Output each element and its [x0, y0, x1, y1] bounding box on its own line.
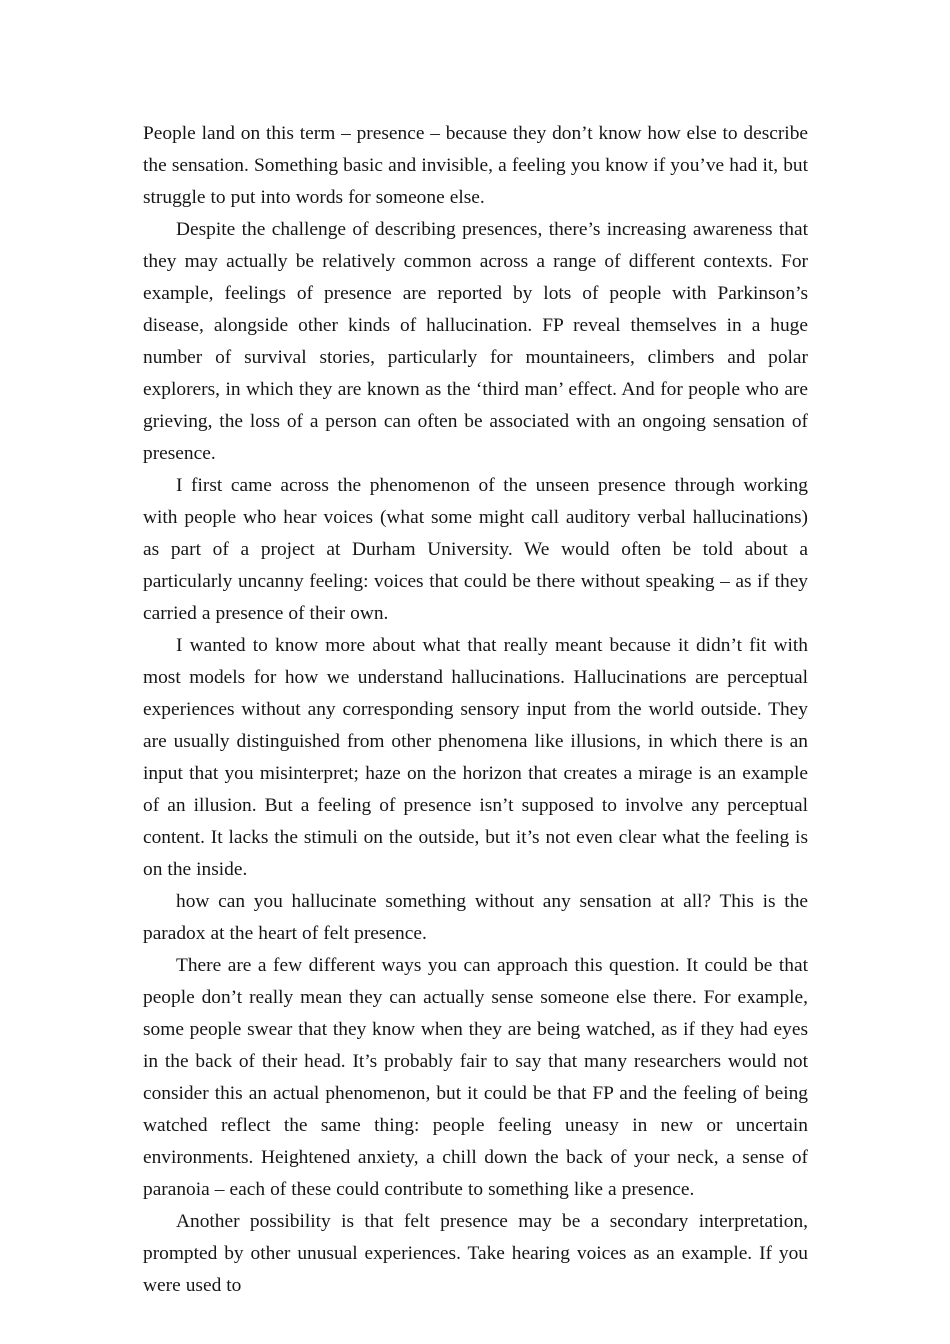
- paragraph-4: I wanted to know more about what that really meant because it didn’t fit with most models for how we understand hallucinations. Hallucinations are perceptual experiences without any corresponding sensory input from the world outside. They are usually distinguished from other phenomena like illusions, in which there is an input that you misinterpret; haze on the horizon that creates a mirage is an example of an illusion. But a feeling of presence isn’t supposed to involve any perceptual content. It lacks the stimuli on the outside, but it’s not even clear what the feeling is on the inside.: [143, 635, 808, 880]
- paragraph-1: People land on this term – presence – because they don’t know how else to describe the sensation. Something basic and invisible, a feeling you know if you’ve had it, but struggle to put into words for someone else.: [143, 123, 808, 208]
- paragraph-3: I first came across the phenomenon of the unseen presence through working with people who hear voices (what some might call auditory verbal hallucinations) as part of a project at Durham University. We would often be told about a particularly uncanny feeling: voices that could be there without speaking – as if they carried a presence of their own.: [143, 475, 808, 624]
- paragraph-2: Despite the challenge of describing presences, there’s increasing awareness that they may actually be relatively common across a range of different contexts. For example, feelings of presence are reported by lots of people with Parkinson’s disease, alongside other kinds of hallucination. FP reveal themselves in a huge number of survival stories, particularly for mountaineers, climbers and polar explorers, in which they are known as the ‘third man’ effect. And for people who are grieving, the loss of a person can often be associated with an ongoing sensation of presence.: [143, 219, 808, 464]
- paragraph-5: how can you hallucinate something without any sensation at all? This is the paradox at the heart of felt presence.: [143, 891, 808, 944]
- paragraph-6: There are a few different ways you can approach this question. It could be that people don’t really mean they can actually sense someone else there. For example, some people swear that they know when they are being watched, as if they had eyes in the back of their head. It’s probably fair to say that many researchers would not consider this an actual phenomenon, but it could be that FP and the feeling of being watched reflect the same thing: people feeling uneasy in new or uncertain environments. Heightened anxiety, a chill down the back of your neck, a sense of paranoia – each of these could contribute to something like a presence.: [143, 955, 808, 1200]
- paragraph-7: Another possibility is that felt presence may be a secondary interpretation, prompted by other unusual experiences. Take hearing voices as an example. If you were used to: [143, 1211, 808, 1296]
- document-text-block: [143, 118, 808, 1302]
